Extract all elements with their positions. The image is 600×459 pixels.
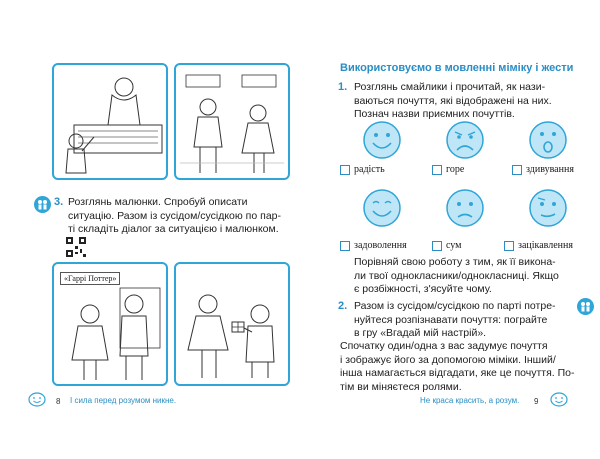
illustration-gift (174, 262, 290, 386)
gift-scene-drawing (176, 264, 288, 384)
joy-face-icon (362, 120, 402, 160)
task-1-number: 1. (338, 81, 348, 93)
checkbox-box[interactable] (340, 241, 350, 251)
illustration-children (174, 63, 290, 180)
interest-face-icon (528, 188, 568, 228)
shop-scene-drawing (54, 65, 166, 178)
footer-proverb-left: І сила перед розумом никне. (70, 396, 177, 405)
task-3-text (68, 196, 293, 237)
right-page (300, 0, 600, 459)
task-3-line: ті складіть діалог за ситуацією і малюнком. (68, 223, 279, 235)
task-3-line: Розглянь малюнки. Спробуй описати (68, 196, 248, 208)
checkbox-label: задоволення (354, 240, 407, 251)
illustration-shop (52, 63, 168, 180)
smiley-footer-icon (28, 392, 46, 407)
compare-line: ли твої однокласники/однокласниці. Якщо (354, 269, 559, 282)
checkbox-box[interactable] (504, 241, 514, 251)
checkbox-box[interactable] (432, 165, 442, 175)
checkbox-label: горе (446, 164, 465, 175)
task-3-number: 3. (54, 196, 64, 208)
footer-proverb-right: Не краса красить, а розум. (420, 396, 520, 405)
checkbox-box[interactable] (512, 165, 522, 175)
satisfaction-face-icon (362, 188, 402, 228)
task-3-line: ситуацію. Разом із сусідом/сусідкою по пар- (68, 209, 281, 222)
task-1-line: Розглянь смайлики і прочитай, як нази- (354, 81, 546, 93)
checkbox-box[interactable] (432, 241, 442, 251)
compare-line: є розбіжності, з'ясуйте чому. (354, 283, 492, 295)
checkbox-label: радість (354, 164, 385, 175)
page-number-right: 9 (534, 397, 539, 406)
checkbox-joy[interactable] (340, 164, 385, 175)
checkbox-grief[interactable] (432, 164, 464, 175)
surprise-face-icon (528, 120, 568, 160)
checkbox-label: сум (446, 240, 462, 251)
task-1-line: ваються почуття, які відображені на них. (354, 94, 552, 107)
smiley-footer-icon (550, 392, 568, 407)
compare-line: Порівняй свою роботу з тим, як її викона- (354, 256, 556, 268)
bookshop-scene-drawing (54, 264, 166, 384)
game-line: інша намагається відгадати, яке це почуття. По- (340, 367, 575, 379)
checkbox-sadness[interactable] (432, 240, 462, 251)
checkbox-satisfaction[interactable] (340, 240, 407, 251)
book-title-sign: «Гаррі Поттер» (60, 272, 120, 285)
pair-work-icon (34, 196, 51, 213)
game-line: Спочатку один/одна з вас задумує почуття (340, 340, 548, 352)
checkbox-surprise[interactable] (512, 164, 574, 175)
pair-work-icon (577, 298, 594, 315)
section-heading: Використовуємо в мовленні міміку і жести (340, 62, 574, 74)
task-1-text (354, 81, 590, 122)
game-line: тім ви міняєтеся ролями. (340, 380, 462, 393)
grief-face-icon (445, 120, 485, 160)
task-2-number: 2. (338, 300, 348, 312)
task-2-line: нуйтеся розпізнавати почуття: пограйте (354, 313, 548, 326)
task-1-line: Познач назви приємних почуттів. (354, 108, 515, 120)
task-2-line: в гру «Вгадай мій настрій». (354, 327, 487, 339)
page-number-left: 8 (56, 397, 61, 406)
illustration-bookshop (52, 262, 168, 386)
checkbox-interest[interactable] (504, 240, 573, 251)
children-scene-drawing (176, 65, 288, 178)
sadness-face-icon (445, 188, 485, 228)
compare-text (354, 256, 590, 297)
checkbox-label: зацікавлення (518, 240, 573, 251)
checkbox-box[interactable] (340, 165, 350, 175)
game-instructions (340, 340, 592, 394)
task-2-line: Разом із сусідом/сусідкою по парті потре- (354, 300, 556, 312)
qr-code-icon[interactable] (66, 237, 86, 257)
checkbox-label: здивування (526, 164, 574, 175)
task-2-text (354, 300, 582, 341)
game-line: і зображує його за допомогою міміки. Інший/ (340, 353, 556, 366)
